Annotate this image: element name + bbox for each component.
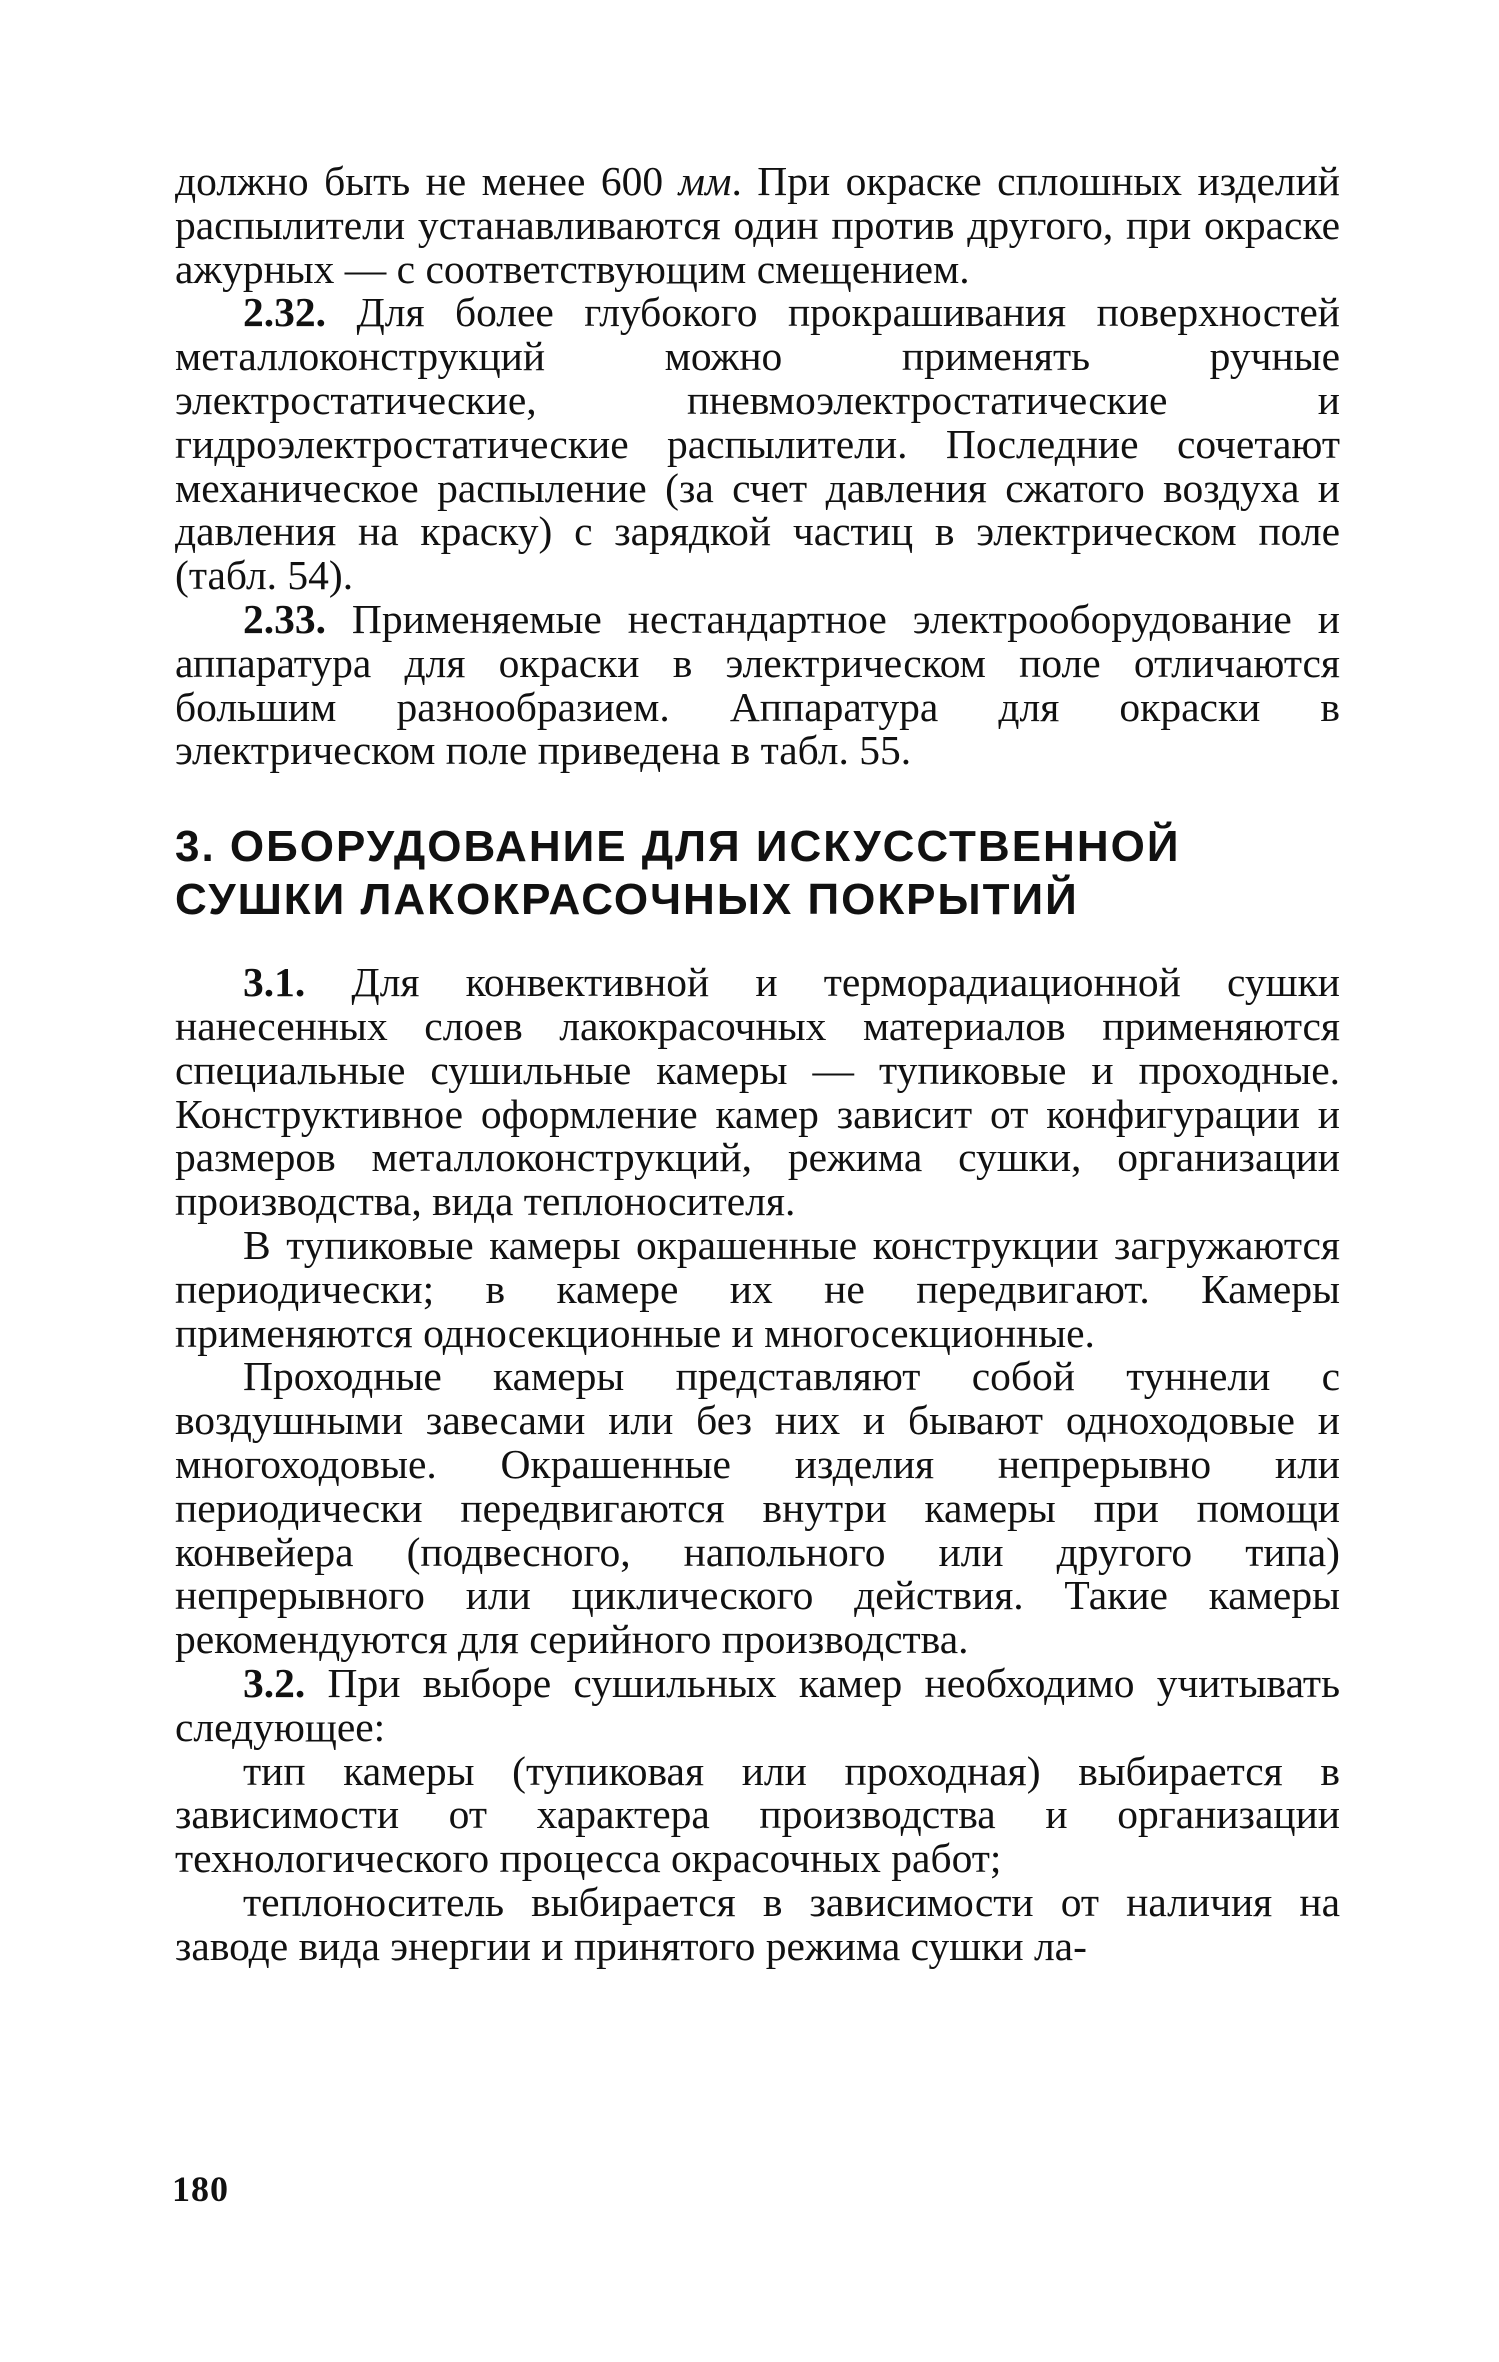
paragraph-text: В тупиковые камеры окрашенные конструкции загружаются периодически; в камере их не передвигают. Камеры применяются односекционные и многосекционные.	[175, 1221, 1340, 1356]
paragraph-heat-carrier	[175, 1878, 1340, 1969]
paragraph-text: . При окраске сплошных изделий распылители устанавливаются один против другого, при окраске ажурных — с соответствующим смещением.	[175, 158, 1340, 292]
paragraph-continuation	[175, 160, 1340, 291]
clause-number: 2.32.	[243, 289, 326, 336]
paragraph-dead-end-chambers	[175, 1221, 1340, 1356]
paragraph-3-1	[175, 961, 1340, 1224]
section-heading	[175, 820, 1340, 926]
paragraph-text: Для конвективной и терморадиационной сушки нанесенных слоев лакокрасочных материалов применяются специальные сушильные камеры — тупиковые и проходные. Конструктивное оформление камер зависит от конфигурации и размеров металлоконструкций, режима сушки, организации производства, вида теплоносителя.	[175, 959, 1340, 1225]
clause-number: 3.2.	[243, 1659, 306, 1706]
paragraph-text: Для более глубокого прокрашивания поверхностей металлоконструкций можно применять ручные электростатические, пневмоэлектростатические и гидроэлектростатические распылители. Последние сочетают механическое распыление (за счет давления сжатого воздуха и давления на краску) с зарядкой частиц в электрическом поле (табл. 54).	[175, 289, 1340, 599]
paragraph-chamber-type	[175, 1747, 1340, 1882]
clause-number: 2.33.	[243, 595, 326, 642]
section-heading-line-2: СУШКИ ЛАКОКРАСОЧНЫХ ПОКРЫТИЙ	[175, 875, 1079, 925]
paragraph-text: При выборе сушильных камер необходимо учитывать следующее:	[175, 1659, 1340, 1750]
clause-number: 3.1.	[243, 959, 306, 1006]
paragraph-text: должно быть не менее 600	[175, 158, 679, 204]
paragraph-pass-through-chambers	[175, 1355, 1340, 1662]
page-body	[175, 160, 1340, 1968]
paragraph-text: Проходные камеры представляют собой туннели с воздушными завесами или без них и бывают одноходовые и многоходовые. Окрашенные изделия непрерывно или периодически передвигаются внутри камеры при помощи конвейера (подвесного, напольного или другого типа) непрерывного или циклического действия. Такие камеры рекомендуются для серийного производства.	[175, 1353, 1340, 1663]
paragraph-2-33	[175, 595, 1340, 774]
section-heading-line-1: 3. ОБОРУДОВАНИЕ ДЛЯ ИСКУССТВЕННОЙ	[175, 822, 1181, 872]
page-number: 180	[172, 2169, 229, 2209]
paragraph-2-32	[175, 291, 1340, 598]
paragraph-text: Применяемые нестандартное электрооборудование и аппаратура для окраски в электрическом поле отличаются большим разнообразием. Аппаратура для окраски в электрическом поле приведена в табл. 55.	[175, 595, 1340, 774]
paragraph-text: тип камеры (тупиковая или проходная) выбирается в зависимости от характера производства и организации технологического процесса окрасочных работ;	[175, 1747, 1340, 1882]
paragraph-text: теплоноситель выбирается в зависимости от наличия на заводе вида энергии и принятого режима сушки ла-	[175, 1878, 1340, 1969]
unit-mm: мм	[678, 158, 732, 204]
paragraph-3-2	[175, 1659, 1340, 1750]
